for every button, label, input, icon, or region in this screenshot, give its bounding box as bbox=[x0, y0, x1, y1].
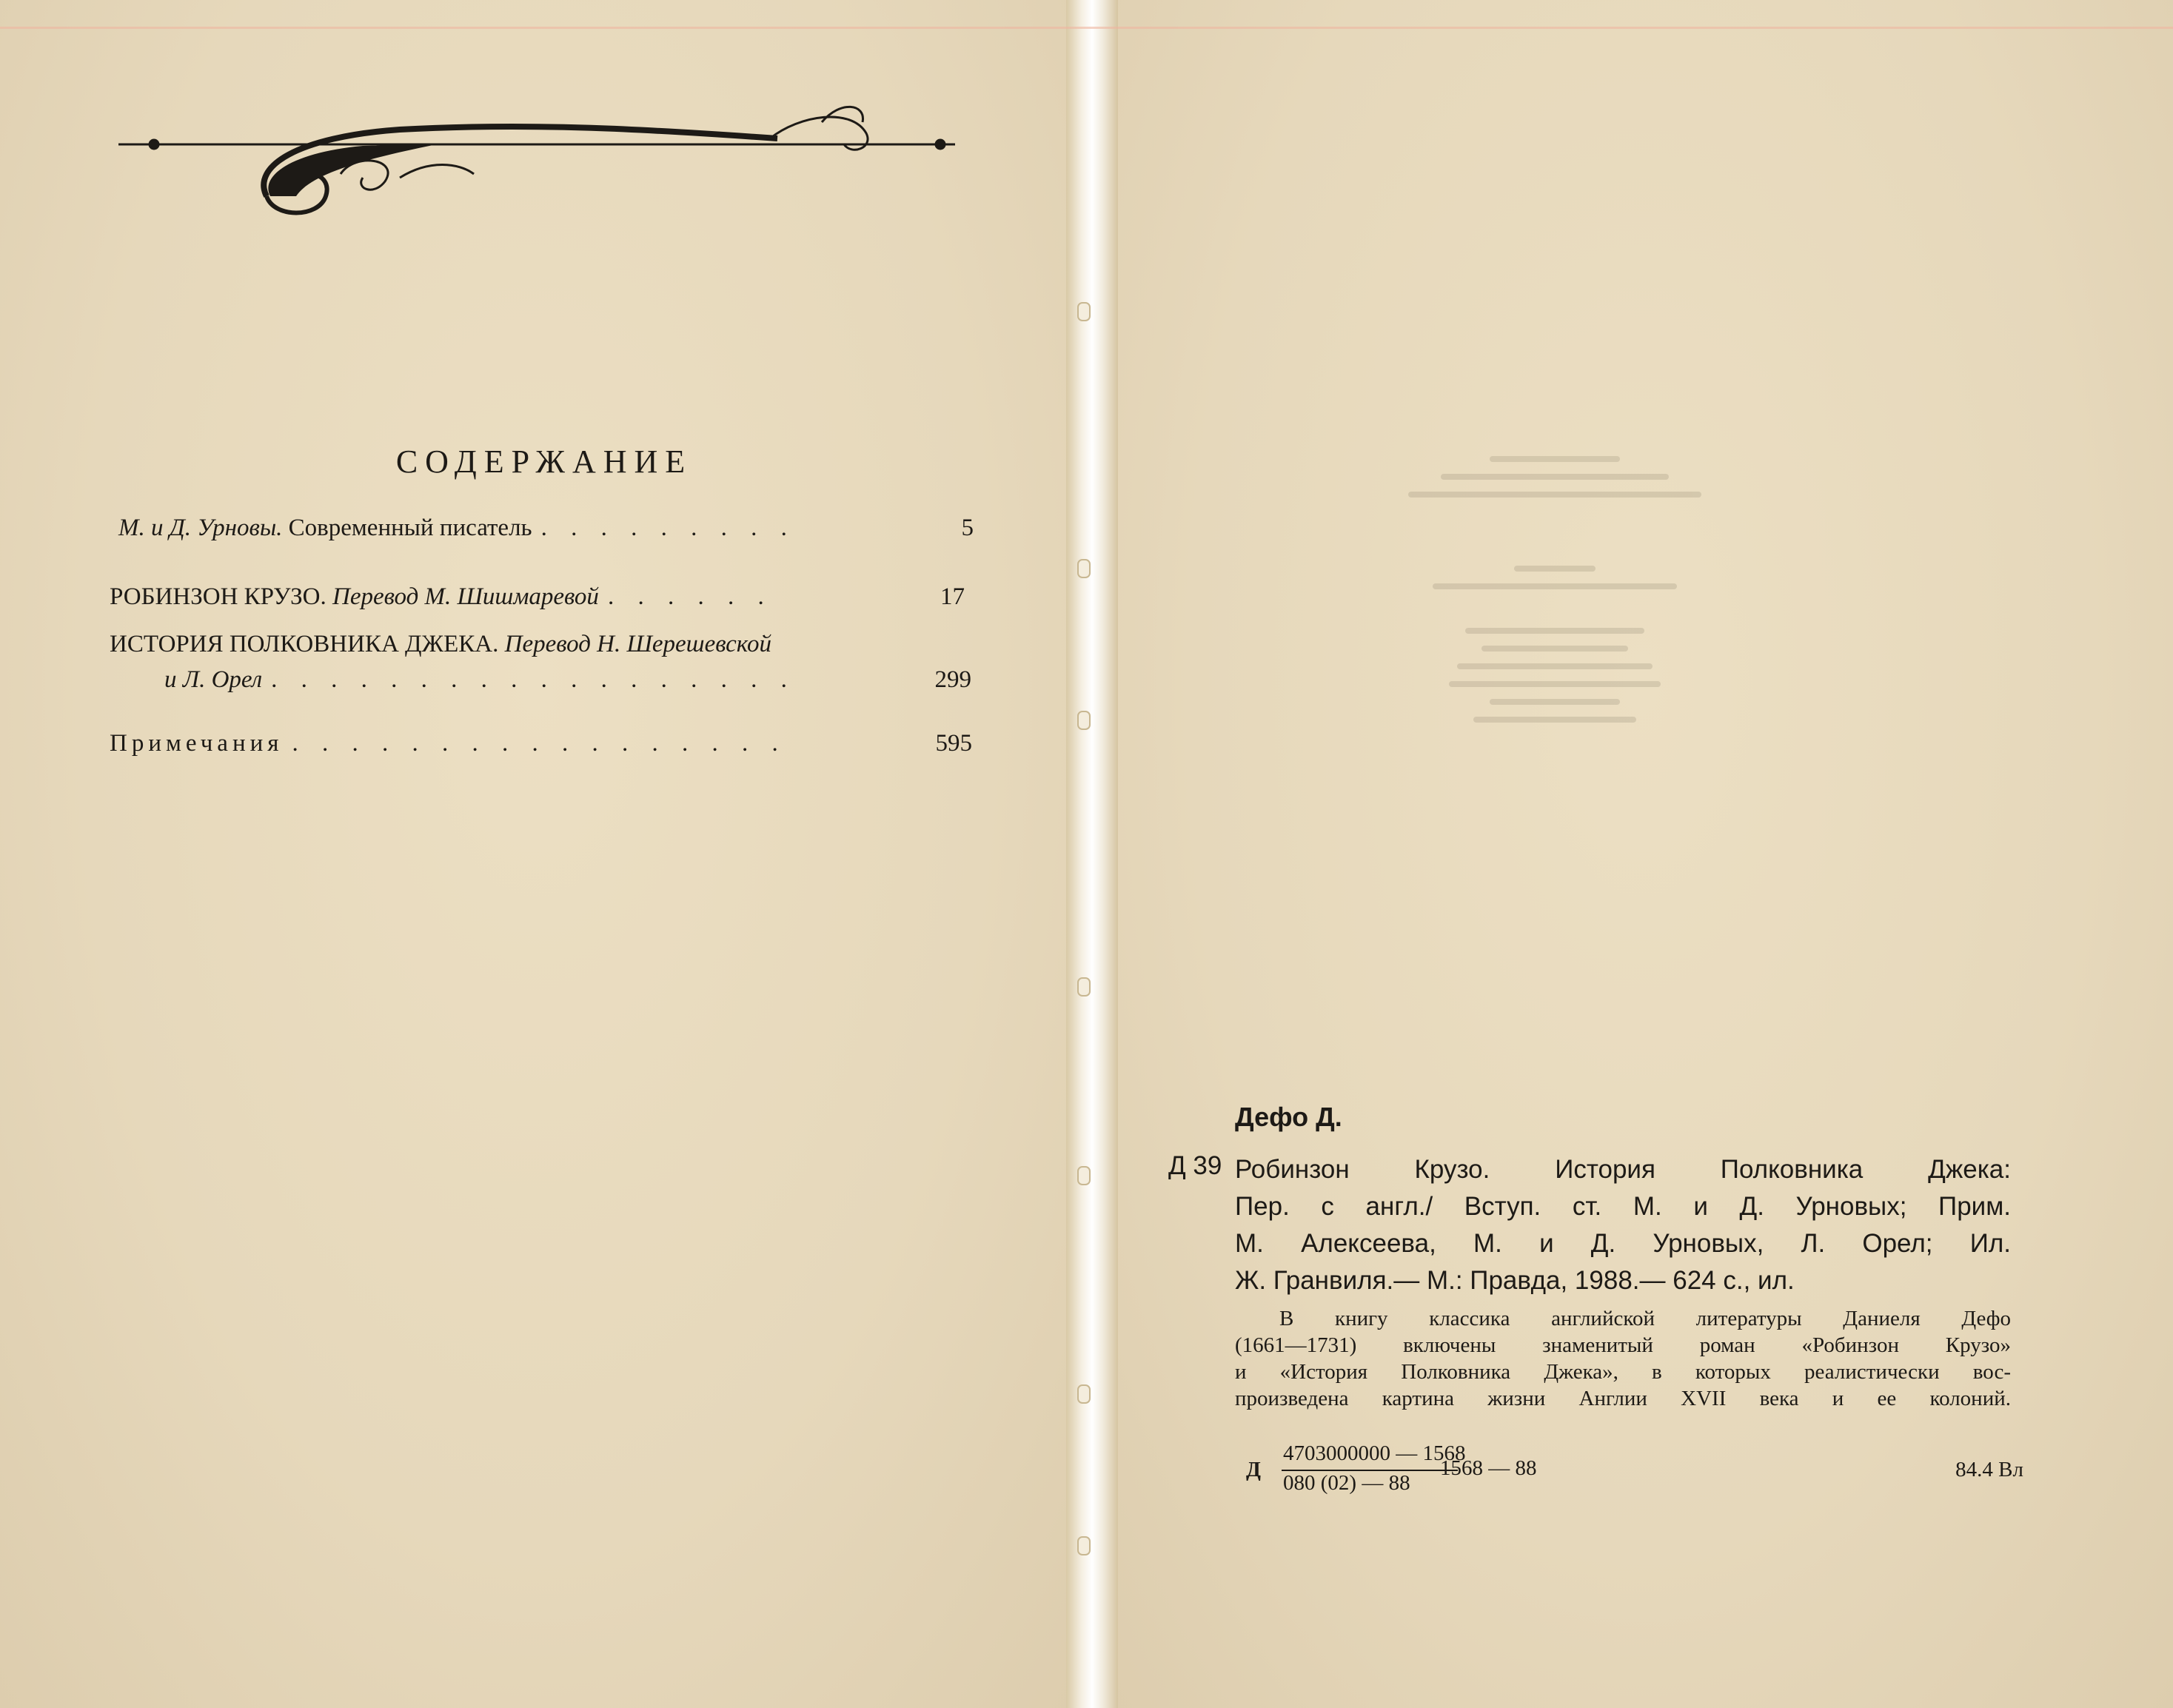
toc-page-number: 595 bbox=[935, 730, 972, 757]
binding-stitch bbox=[1077, 559, 1091, 578]
toc-entry bbox=[110, 730, 972, 757]
toc-author: М. и Д. Урновы. bbox=[118, 515, 283, 541]
annotation-line: произведена картина жизни Англии XVII века и ее колоний. bbox=[1235, 1387, 2011, 1410]
show-through-text bbox=[1392, 444, 1718, 734]
catalog-description-line: Робинзон Крузо. История Полковника Джека: bbox=[1235, 1155, 2011, 1184]
toc-title: Примечания bbox=[110, 730, 284, 757]
toc-entry bbox=[110, 583, 965, 611]
toc-translator-continuation: и Л. Орел bbox=[164, 666, 263, 693]
index-numerator: 4703000000 — 1568 bbox=[1283, 1441, 1466, 1465]
catalog-annotation bbox=[1235, 1305, 2011, 1412]
catalog-description-line: Ж. Гранвиля.— М.: Правда, 1988.— 624 с., ил. bbox=[1235, 1266, 1795, 1295]
index-denominator: 080 (02) — 88 bbox=[1283, 1471, 1410, 1495]
decorative-flourish bbox=[118, 93, 977, 226]
catalog-description-line: Пер. с англ./ Вступ. ст. М. и Д. Урновых; Прим. bbox=[1235, 1192, 2011, 1221]
index-classification: 84.4 Вл bbox=[1955, 1458, 2023, 1481]
binding-stitch bbox=[1077, 1166, 1091, 1185]
annotation-line: В книгу классика английской литературы Даниеля Дефо bbox=[1279, 1307, 2011, 1330]
catalog-author: Дефо Д. bbox=[1235, 1102, 1342, 1132]
toc-title: РОБИНЗОН КРУЗО. bbox=[110, 583, 327, 610]
toc-title: ИСТОРИЯ ПОЛКОВНИКА ДЖЕКА. bbox=[110, 631, 499, 657]
catalog-description-line: М. Алексеева, М. и Д. Урновых, Л. Орел; Ил. bbox=[1235, 1229, 2011, 1258]
toc-leader-dots: . . . . . . . . . . . . . . . . . bbox=[292, 730, 787, 757]
toc-entry bbox=[118, 515, 974, 542]
toc-page-number: 5 bbox=[961, 515, 974, 541]
page-edge-strip bbox=[0, 27, 2173, 29]
index-tail: 1568 — 88 bbox=[1440, 1456, 1537, 1480]
binding-stitch bbox=[1077, 977, 1091, 997]
toc-leader-dots: . . . . . . . . . bbox=[540, 515, 796, 541]
toc-title: Современный писатель bbox=[288, 515, 532, 541]
toc-entry bbox=[110, 631, 771, 658]
binding-stitch bbox=[1077, 302, 1091, 321]
toc-leader-dots: . . . . . . bbox=[607, 583, 773, 610]
toc-heading: СОДЕРЖАНИЕ bbox=[395, 443, 693, 480]
binding-stitch bbox=[1077, 1536, 1091, 1555]
catalog-code: Д 39 bbox=[1168, 1151, 1222, 1180]
toc-translator: Перевод Н. Шерешевской bbox=[504, 631, 771, 657]
binding-stitch bbox=[1077, 711, 1091, 730]
left-page bbox=[0, 0, 1074, 1708]
toc-leader-dots: . . . . . . . . . . . . . . . . . . bbox=[271, 666, 796, 693]
catalog-index bbox=[1246, 1441, 2023, 1501]
toc-page-number: 299 bbox=[934, 666, 971, 693]
binding-stitch bbox=[1077, 1384, 1091, 1404]
catalog-description bbox=[1235, 1151, 2011, 1299]
toc-page-number: 17 bbox=[940, 583, 965, 610]
toc-entry-continuation bbox=[164, 666, 971, 694]
annotation-line: (1661—1731) включены знаменитый роман «Робинзон Крузо» bbox=[1235, 1333, 2011, 1357]
toc-translator: Перевод М. Шишмаревой bbox=[332, 583, 599, 610]
index-letter: Д bbox=[1246, 1458, 1261, 1481]
book-gutter bbox=[1066, 0, 1118, 1708]
annotation-line: и «История Полковника Джека», в которых реалистически вос- bbox=[1235, 1360, 2011, 1384]
